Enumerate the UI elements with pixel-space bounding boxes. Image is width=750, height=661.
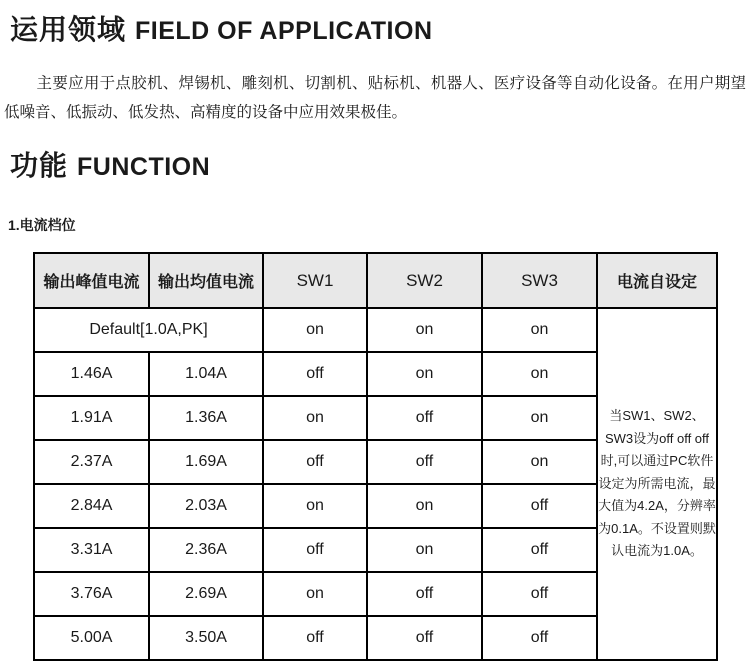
cell-avg: 2.03A [149,484,263,528]
cell-sw1: off [263,440,367,484]
cell-sw1: on [263,572,367,616]
cell-sw1: on [263,484,367,528]
cell-peak: 3.76A [34,572,149,616]
cell-self-set-note: 当SW1、SW2、SW3设为off off off时,可以通过PC软件设定为所需电流，最大值为4.2A，分辨率为0.1A。不设置则默认电流为1.0A。 [597,308,717,660]
cell-peak: 2.84A [34,484,149,528]
cell-default-sw1: on [263,308,367,352]
section-label-current-gears: 1.电流档位 [8,217,76,233]
col-header-current-self-set: 电流自设定 [597,253,717,308]
intro-paragraph: 主要应用于点胶机、焊锡机、雕刻机、切割机、贴标机、机器人、医疗设备等自动化设备。在用户期望低噪音、低振动、低发热、高精度的设备中应用效果极佳。 [4,75,746,121]
cell-sw2: off [367,616,482,660]
cell-peak: 3.31A [34,528,149,572]
cell-default-sw2: on [367,308,482,352]
cell-sw3: on [482,440,597,484]
col-header-sw2: SW2 [367,253,482,308]
cell-avg: 1.69A [149,440,263,484]
cell-sw3: on [482,396,597,440]
cell-avg: 3.50A [149,616,263,660]
cell-avg: 2.36A [149,528,263,572]
cell-sw3: off [482,572,597,616]
heading-function-en: FUNCTION [77,153,211,181]
cell-peak: 1.91A [34,396,149,440]
table-row-default [34,308,717,352]
cell-sw1: off [263,352,367,396]
cell-sw2: off [367,396,482,440]
cell-sw2: off [367,572,482,616]
cell-sw3: off [482,528,597,572]
cell-sw2: on [367,484,482,528]
heading-function-zh: 功能 [10,150,69,181]
cell-peak: 2.37A [34,440,149,484]
cell-sw1: on [263,396,367,440]
current-setting-table [33,252,718,661]
col-header-peak-current: 输出峰值电流 [34,253,149,308]
cell-sw3: off [482,616,597,660]
cell-avg: 1.36A [149,396,263,440]
cell-sw1: off [263,616,367,660]
cell-default-label: Default[1.0A,PK] [34,308,263,352]
cell-sw3: off [482,484,597,528]
document-page [0,8,750,644]
cell-avg: 2.69A [149,572,263,616]
heading-application-zh: 运用领域 [10,14,127,45]
col-header-average-current: 输出均值电流 [149,253,263,308]
cell-sw3: on [482,352,597,396]
heading-application-en: FIELD OF APPLICATION [135,17,433,45]
cell-sw2: on [367,528,482,572]
cell-default-sw3: on [482,308,597,352]
cell-sw2: off [367,440,482,484]
cell-sw1: off [263,528,367,572]
col-header-sw3: SW3 [482,253,597,308]
cell-peak: 1.46A [34,352,149,396]
cell-avg: 1.04A [149,352,263,396]
col-header-sw1: SW1 [263,253,367,308]
heading-function [10,144,750,184]
cell-sw2: on [367,352,482,396]
table-header-row [34,253,717,308]
cell-peak: 5.00A [34,616,149,660]
heading-field-of-application [10,8,750,48]
